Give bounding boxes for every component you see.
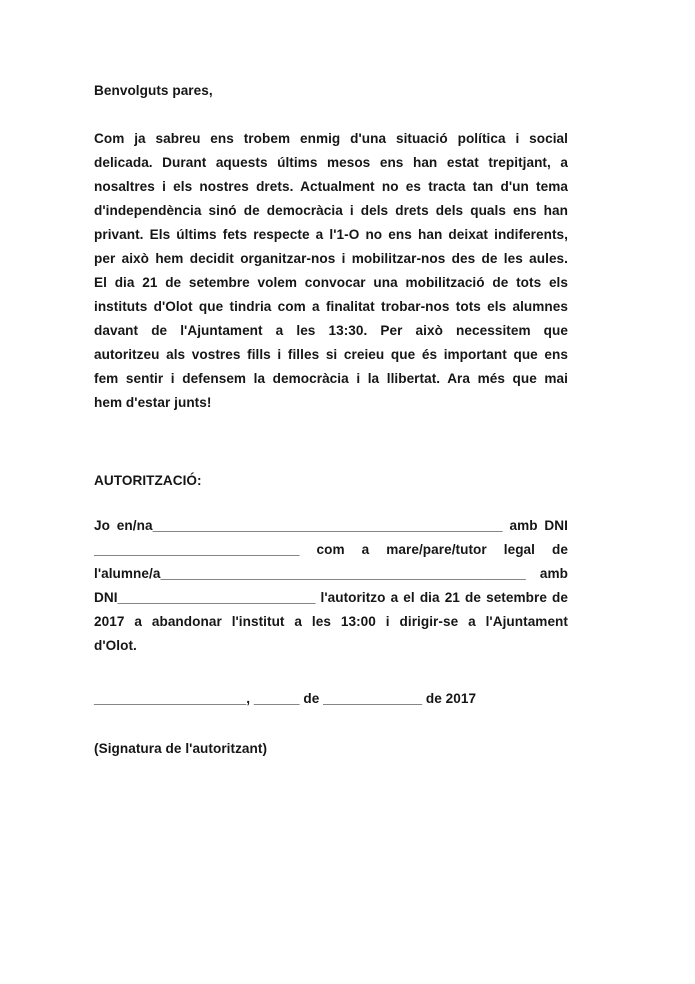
signature-label: (Signatura de l'autoritzant) (94, 741, 268, 756)
letter-line: El dia 21 de setembre volem convocar una mobilització de tots els (94, 275, 568, 290)
authorization-line: d'Olot. (94, 638, 137, 653)
letter-line: fem sentir i defensem la democràcia i la llibertat. Ara més que mai (94, 371, 568, 386)
letter-line: d'independència sinó de democràcia i dels drets dels quals ens han (94, 203, 568, 218)
date-line: ____________________, ______ de _____________ de 2017 (94, 691, 477, 706)
authorization-line: DNI__________________________ l'autoritzo a el dia 21 de setembre de (94, 590, 568, 605)
letter-body (94, 127, 568, 415)
letter-line: autoritzeu als vostres fills i filles si creieu que és important que ens (94, 347, 568, 362)
letter-line: privant. Els últims fets respecte a l'1-O no ens han deixat indiferents, (94, 227, 568, 242)
authorization-line: ___________________________ com a mare/pare/tutor legal de (94, 542, 568, 557)
authorization-heading: AUTORITZACIÓ: (94, 473, 202, 488)
authorization-line: l'alumne/a________________________________________________ amb (94, 566, 568, 581)
authorization-line: 2017 a abandonar l'institut a les 13:00 i dirigir-se a l'Ajuntament (94, 614, 568, 629)
letter-line: hem d'estar junts! (94, 395, 212, 410)
letter-line: Com ja sabreu ens trobem enmig d'una situació política i social (94, 131, 568, 146)
greeting: Benvolguts pares, (94, 83, 213, 98)
letter-line: nosaltres i els nostres drets. Actualment no es tracta tan d'un tema (94, 179, 568, 194)
authorization-line: Jo en/na______________________________________________ amb DNI (94, 518, 568, 533)
letter-line: instituts d'Olot que tindria com a finalitat trobar-nos tots els alumnes (94, 299, 568, 314)
authorization-form (94, 514, 568, 658)
letter-line: per això hem decidit organitzar-nos i mobilitzar-nos des de les aules. (94, 251, 568, 266)
letter-line: delicada. Durant aquests últims mesos ens han estat trepitjant, a (94, 155, 568, 170)
letter-line: davant de l'Ajuntament a les 13:30. Per això necessitem que (94, 323, 568, 338)
